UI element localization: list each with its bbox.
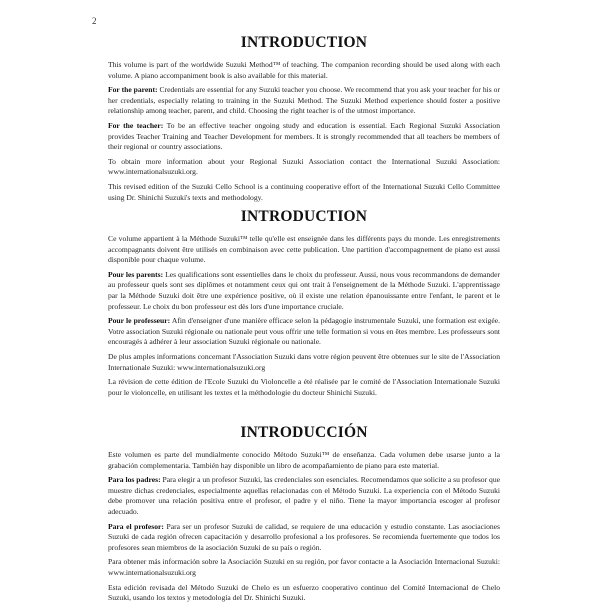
french-parent-paragraph — [108, 270, 500, 312]
french-info-paragraph: De plus amples informations concernant l'Association Suzuki dans votre région peuvent être obtenues sur le site de l'Association Internationale Suzuki: www.internationalsuzuki.org — [108, 351, 500, 372]
spanish-parent-label: Para los padres: — [108, 475, 161, 485]
french-parent-text: Les qualifications sont essentielles dans le choix du professeur. Aussi, nous vous recommandons de demander au professeur quels sont ses diplômes et notamment ceux qui ont trait à l'enseignement de la Méthode Suzuki. L'apprentissage par la Méthode Suzuki doit être une expérience positive, où il existe une relation épanouissante entre l'enfant, le parent et le professeur. Le choix du bon professeur est dès lors d'une importance cruciale. — [108, 269, 500, 311]
page-number: 2 — [92, 16, 97, 26]
spanish-revision-paragraph: Esta edición revisada del Método Suzuki de Chelo es un esfuerzo cooperativo continuo del Comité Internacional de Chelo Suzuki, usando los textos y metodología del Dr. Shinichi Suzuki. — [108, 582, 500, 603]
spanish-parent-text: Para elegir a un profesor Suzuki, las credenciales son esenciales. Recomendamos que solicite a su profesor que muestre dichas credenciales, especialmente aquellas relacionadas con el Método Suzuki. La experiencia con el Método Suzuki debe promover una relación positiva entre el profesor, el padre y el niño. Tiene la mayor importancia escoger al profesor adecuado. — [108, 475, 500, 516]
french-title: INTRODUCTION — [240, 208, 368, 225]
french-parent-label: Pour les parents: — [108, 269, 164, 279]
french-section — [108, 208, 500, 402]
english-teacher-paragraph — [108, 121, 500, 153]
spanish-info-paragraph: Para obtener más información sobre la Asociación Suzuki en su región, por favor contacte a la Asociación Internacional Suzuki: www.internationalsuzuki.org — [108, 557, 500, 577]
french-revision-paragraph: La révision de cette édition de l'Ecole Suzuki du Violoncelle a été réalisée par le comité de l'Association Internationale Suzuki pour le violoncelle, en utilisant les textes et la méthodologie du docteur Shinichi Suzuki. — [108, 377, 500, 397]
spanish-teacher-paragraph — [108, 522, 500, 554]
french-teacher-label: Pour le professeur: — [108, 316, 171, 326]
english-parent-paragraph — [108, 85, 500, 117]
english-revision-paragraph: This revised edition of the Suzuki Cello School is a continuing cooperative effort of the International Suzuki Cello Committee using Dr. Shinichi Suzuki's texts and methodology. — [108, 181, 500, 202]
english-parent-text: Credentials are essential for any Suzuki teacher you choose. We recommend that you ask your teacher for his or her credentials, especially relating to training in the Suzuki Method. The Suzuki Method experience should foster a positive relationship among teacher, parent, and child. Choosing the right teacher is of the utmost importance. — [108, 85, 500, 116]
spanish-title: INTRODUCCIÓN — [240, 424, 368, 441]
english-info-paragraph: To obtain more information about your Regional Suzuki Association contact the International Suzuki Association: www.internationalsuzuki.org. — [108, 156, 500, 177]
english-title: INTRODUCTION — [240, 34, 368, 51]
french-intro-paragraph: Ce volume appartient à la Méthode Suzuki™ telle qu'elle est enseignée dans les différents pays du monde. Les enregistrements accompagnants doivent être utilisés en combinaison avec cette publication. Une partition d'accompagnement de piano est aussi disponible pour chaque volume. — [108, 234, 500, 265]
french-teacher-paragraph — [108, 316, 500, 348]
spanish-teacher-text: Para ser un profesor Suzuki de calidad, se requiere de una educación y estudio constante. Las asociaciones Suzuki de cada región ofrecen capacitación y desarrollo profesional a los profesores. Se recomienda fuertemente que todos los profesores sean miembros de la asociación Suzuki de su país o región. — [108, 521, 501, 552]
english-parent-label: For the parent: — [108, 85, 158, 95]
spanish-intro-paragraph: Este volumen es parte del mundialmente conocido Método Suzuki™ de enseñanza. Cada volumen debe usarse junto a la grabación complementaria. También hay disponible un libro de acompañamiento de piano para este material. — [108, 450, 500, 470]
spanish-teacher-label: Para el profesor: — [108, 521, 164, 531]
english-section — [108, 34, 500, 207]
english-teacher-label: For the teacher: — [108, 120, 164, 130]
french-teacher-text: Afin d'enseigner d'une manière efficace selon la pédagogie instrumentale Suzuki, une formation est exigée. Votre association Suzuki régionale ou nationale peut vous offrir une telle formation si vous en êtes membre. Les professeurs sont encouragés à adhérer à leur association Suzuki régionale ou nationale. — [108, 316, 500, 347]
english-intro-paragraph: This volume is part of the worldwide Suzuki Method™ of teaching. The companion recording should be used along with each volume. A piano accompaniment book is also available for this material. — [108, 60, 500, 80]
spanish-section — [108, 424, 500, 608]
english-teacher-text: To be an effective teacher ongoing study and education is essential. Each Regional Suzuki Association provides Teacher Training and Teacher Development for members. It is strongly recommended that all teachers be members of their regional or country associations. — [108, 120, 500, 152]
spanish-parent-paragraph — [108, 475, 500, 517]
